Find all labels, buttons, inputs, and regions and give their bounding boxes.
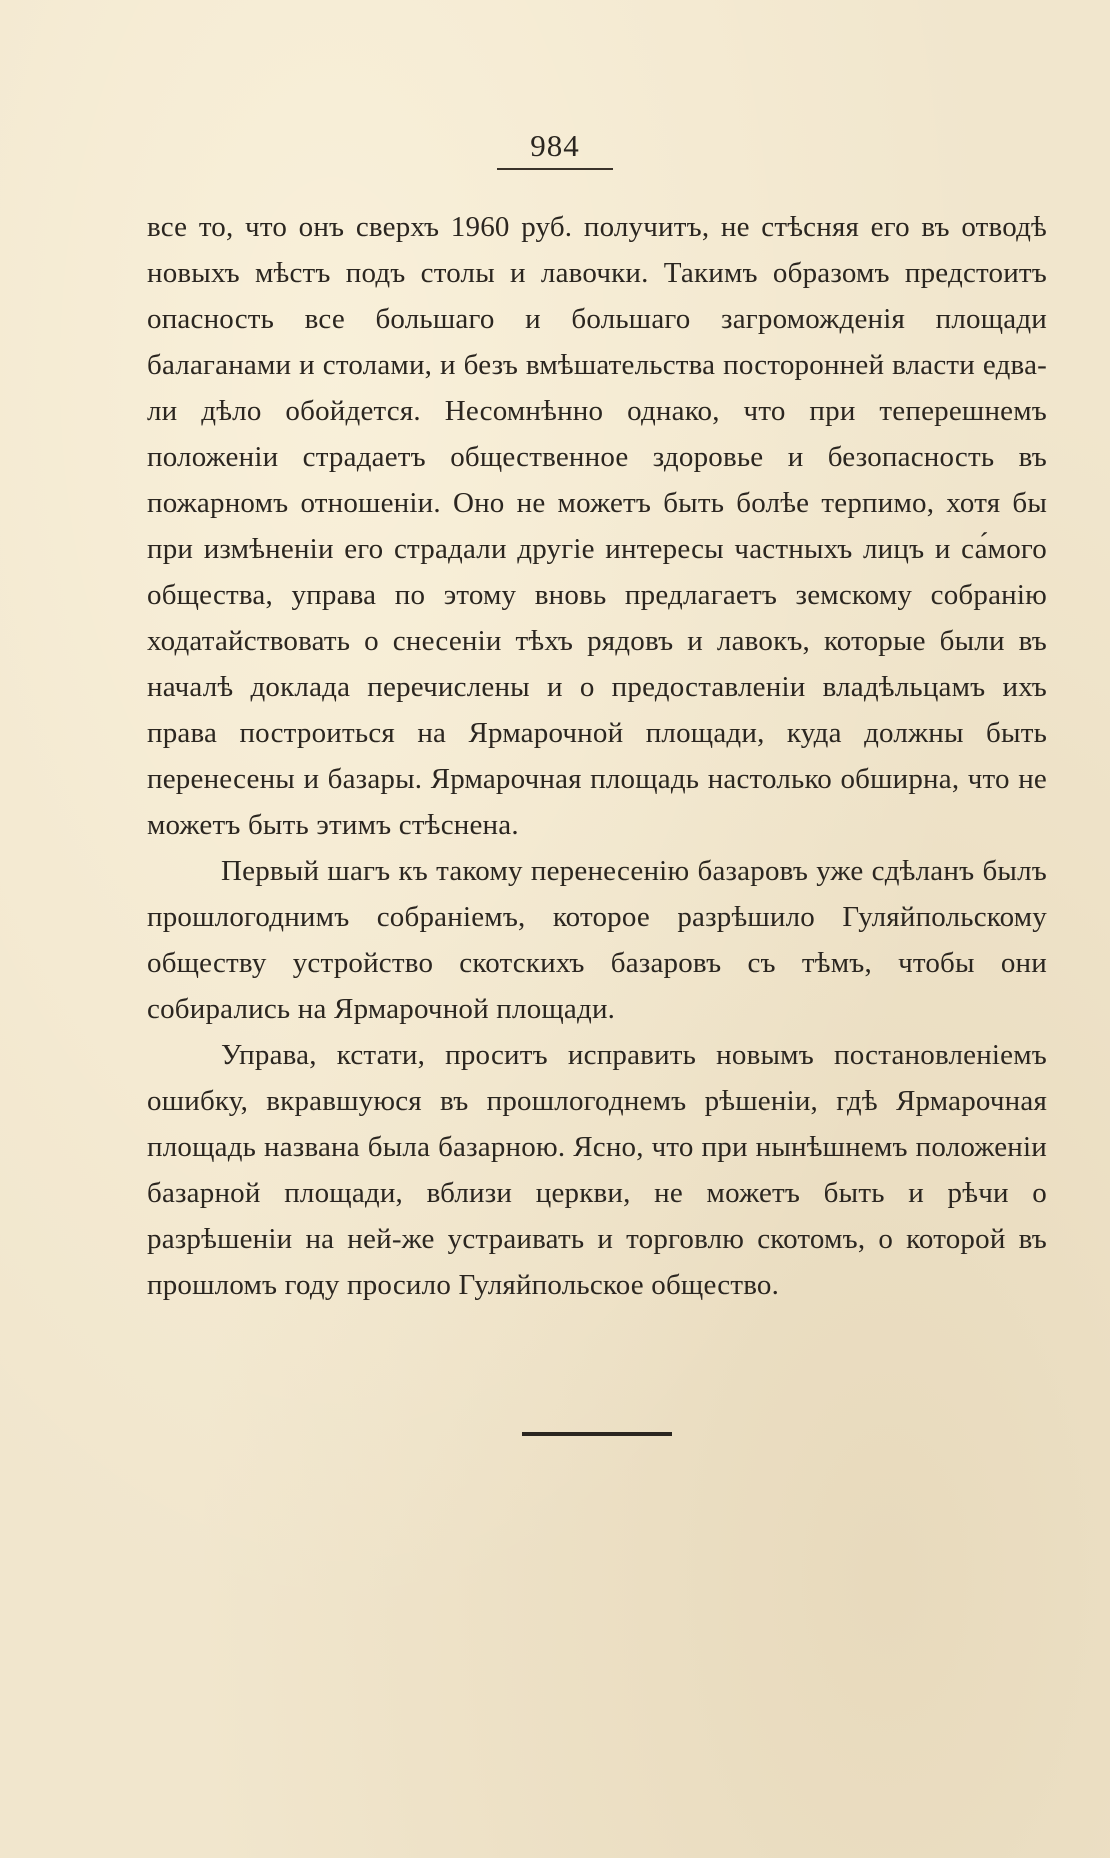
paragraph-2: Первый шагъ къ такому перенесенію базаровъ уже сдѣланъ былъ прошлогоднимъ собраніемъ, которое разрѣшило Гуляйпольскому обществу устройство скотскихъ базаровъ съ тѣмъ, чтобы они собирались на Ярмарочной площади. [147, 855, 1047, 1025]
page-header [0, 128, 1110, 170]
end-rule [522, 1432, 672, 1436]
body-text [147, 204, 1047, 1308]
page-number: 984 [497, 128, 613, 170]
paragraph-1: все то, что онъ сверхъ 1960 руб. получитъ, не стѣсняя его въ отводѣ новыхъ мѣстъ подъ столы и лавочки. Такимъ образомъ предстоитъ опасность все большаго и большаго загроможденія площади балаганами и столами, и безъ вмѣшательства посторонней власти едва-ли дѣло обойдется. Несомнѣнно однако, что при теперешнемъ положеніи страдаетъ общественное здоровье и безопасность въ пожарномъ отношеніи. Оно не можетъ быть болѣе терпимо, хотя бы при измѣненіи его страдали другіе интересы частныхъ лицъ и са́мого общества, управа по этому вновь предлагаетъ земскому собранію ходатайствовать о снесеніи тѣхъ рядовъ и лавокъ, которые были въ началѣ доклада перечислены и о предоставленіи владѣльцамъ ихъ права построиться на Ярмарочной площади, куда должны быть перенесены и базары. Ярмарочная площадь настолько обширна, что не можетъ быть этимъ стѣснена. [147, 211, 1047, 841]
paragraph-3: Управа, кстати, проситъ исправить новымъ постановленіемъ ошибку, вкравшуюся въ прошлогоднемъ рѣшеніи, гдѣ Ярмарочная площадь названа была базарною. Ясно, что при нынѣшнемъ положеніи базарной площади, вблизи церкви, не можетъ быть и рѣчи о разрѣшеніи на ней-же устраивать и торговлю скотомъ, о которой въ прошломъ году просило Гуляйпольское общество. [147, 1039, 1047, 1301]
